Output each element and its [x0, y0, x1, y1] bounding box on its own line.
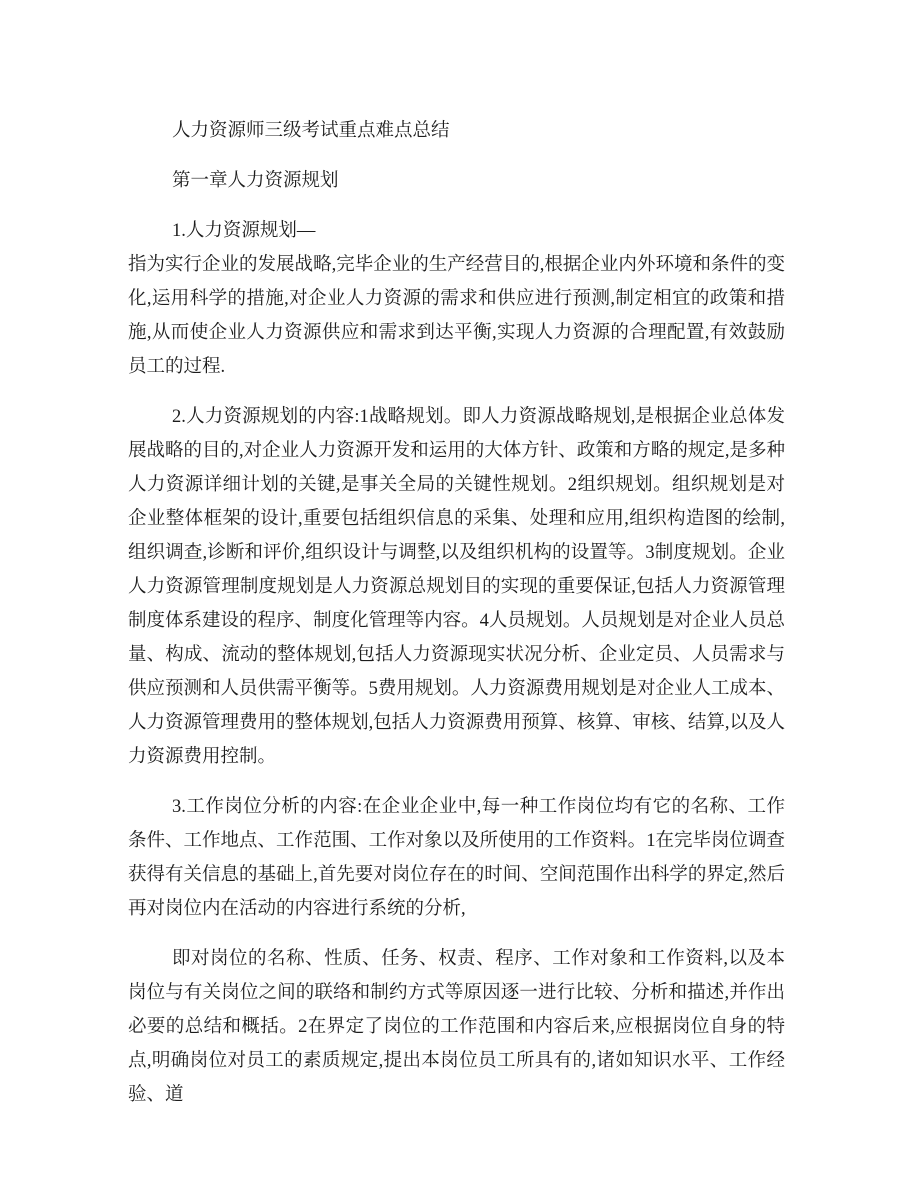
paragraph-body-text: 指为实行企业的发展战略,完毕企业的生产经营目的,根据企业内外环境和条件的变化,运用科学的措施,对企业人力资源的需求和供应进行预测,制定相宜的政策和措施,从而使企业人力资源供应和需求到达平衡,实现人力资源的合理配置,有效鼓励员工的过程. — [128, 255, 785, 377]
chapter-heading: 第一章人力资源规划 — [172, 171, 339, 191]
document-title: 人力资源师三级考试重点难点总结 — [172, 121, 450, 141]
paragraph-lead-line: 1.人力资源规划— — [172, 221, 316, 241]
paragraph-job-analysis-continued: 即对岗位的名称、性质、任务、权责、程序、工作对象和工作资料,以及本岗位与有关岗位之间的联络和制约方式等原因逐一进行比较、分析和描述,并作出必要的总结和概括。2在界定了岗位的工作范围和内容后来,应根据岗位自身的特点,明确岗位对员工的素质规定,提出本岗位员工所具有的,诸如知识水平、工作经验、道 — [128, 949, 785, 1105]
paragraph-hr-planning-definition — [128, 214, 785, 384]
paragraph-job-analysis-contents: 3.工作岗位分析的内容:在企业企业中,每一种工作岗位均有它的名称、工作条件、工作地点、工作范围、工作对象以及所使用的工作资料。1在完毕岗位调查获得有关信息的基础上,首先要对岗位存在的时间、空间范围作出科学的界定,然后再对岗位内在活动的内容进行系统的分析, — [128, 797, 785, 919]
paragraph-hr-planning-contents: 2.人力资源规划的内容:1战略规划。即人力资源战略规划,是根据企业总体发展战略的目的,对企业人力资源开发和运用的大体方针、政策和方略的规定,是多种人力资源详细计划的关键,是事关全局的关键性规划。2组织规划。组织规划是对企业整体框架的设计,重要包括组织信息的采集、处理和应用,组织构造图的绘制,组织调查,诊断和评价,组织设计与调整,以及组织机构的设置等。3制度规划。企业人力资源管理制度规划是人力资源总规划目的实现的重要保证,包括人力资源管理制度体系建设的程序、制度化管理等内容。4人员规划。人员规划是对企业人员总量、构成、流动的整体规划,包括人力资源现实状况分析、企业定员、人员需求与供应预测和人员供需平衡等。5费用规划。人力资源费用规划是对企业人工成本、人力资源管理费用的整体规划,包括人力资源费用预算、核算、审核、结算,以及人力资源费用控制。 — [128, 407, 785, 767]
